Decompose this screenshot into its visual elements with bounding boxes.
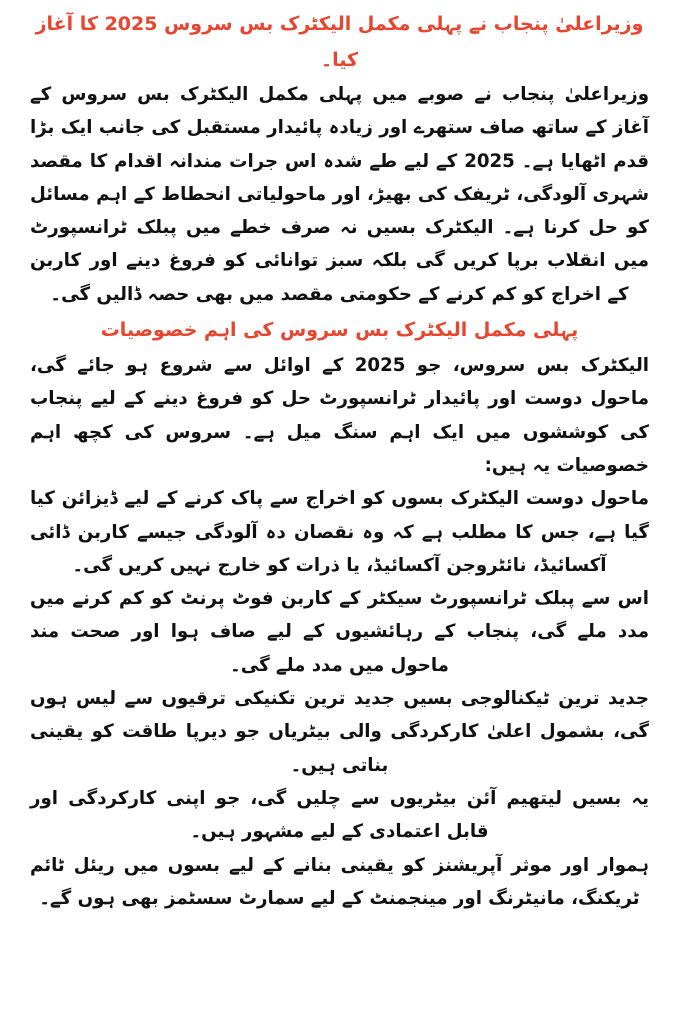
page-title: وزیراعلیٰ پنجاب نے پہلی مکمل الیکٹرک بس سروس 2025 کا آغاز کیا۔ <box>35 13 644 71</box>
intro-paragraph: وزیراعلیٰ پنجاب نے صوبے میں پہلی مکمل الیکٹرک بس سروس کے آغاز کے ساتھ صاف ستھرے اور زیادہ پائیدار مستقبل کی جانب ایک بڑا قدم اٹھایا ہے۔ 2025 کے لیے طے شدہ اس جرات مندانہ اقدام کا مقصد شہری آلودگی، ٹریفک کی بھیڑ، اور ماحولیاتی انحطاط کے اہم مسائل کو حل کرنا ہے۔ الیکٹرک بسیں نہ صرف خطے میں پبلک ٹرانسپورٹ میں انقلاب برپا کریں گی بلکہ سبز توانائی کو فروغ دینے اور کاربن کے اخراج کو کم کرنے کے حکومتی مقصد میں بھی حصہ ڈالیں گی۔ <box>30 84 649 305</box>
feature-paragraph: جدید ترین ٹیکنالوجی بسیں جدید ترین تکنیکی ترقیوں سے لیس ہوں گی، بشمول اعلیٰ کارکردگی والی بیٹریاں جو دیرپا طاقت کو یقینی بناتی ہیں۔ <box>30 688 649 776</box>
feature-paragraph: یہ بسیں لیتھیم آئن بیٹریوں سے چلیں گی، جو اپنی کارکردگی اور قابل اعتمادی کے لیے مشہور ہیں۔ <box>30 787 649 843</box>
feature-paragraph: اس سے پبلک ٹرانسپورٹ سیکٹر کے کاربن فوٹ پرنٹ کو کم کرنے میں مدد ملے گی، پنجاب کے رہائشیوں کے لیے صاف ہوا اور صحت مند ماحول میں مدد ملے گی۔ <box>30 588 649 676</box>
feature-paragraph: ہموار اور موثر آپریشنز کو یقینی بنانے کے لیے بسوں میں ریئل ٹائم ٹریکنگ، مانیٹرنگ اور مینجمنٹ کے لیے سمارٹ سسٹمز بھی ہوں گے۔ <box>30 854 649 909</box>
section-intro-paragraph: الیکٹرک بس سروس، جو 2025 کے اوائل سے شروع ہو جائے گی، ماحول دوست اور پائیدار ٹرانسپورٹ حل کو فروغ دینے کے لیے پنجاب کی کوششوں میں ایک اہم سنگ میل ہے۔ سروس کی کچھ اہم خصوصیات یہ ہیں: <box>30 355 650 476</box>
feature-paragraph: ماحول دوست الیکٹرک بسوں کو اخراج سے پاک کرنے کے لیے ڈیزائن کیا گیا ہے، جس کا مطلب ہے کہ وہ نقصان دہ آلودگی جیسے کاربن ڈائی آکسائیڈ، نائٹروجن آکسائیڈ، یا ذرات کو خارج نہیں کریں گی۔ <box>30 488 649 576</box>
section-heading: پہلی مکمل الیکٹرک بس سروس کی اہم خصوصیات <box>100 319 579 342</box>
